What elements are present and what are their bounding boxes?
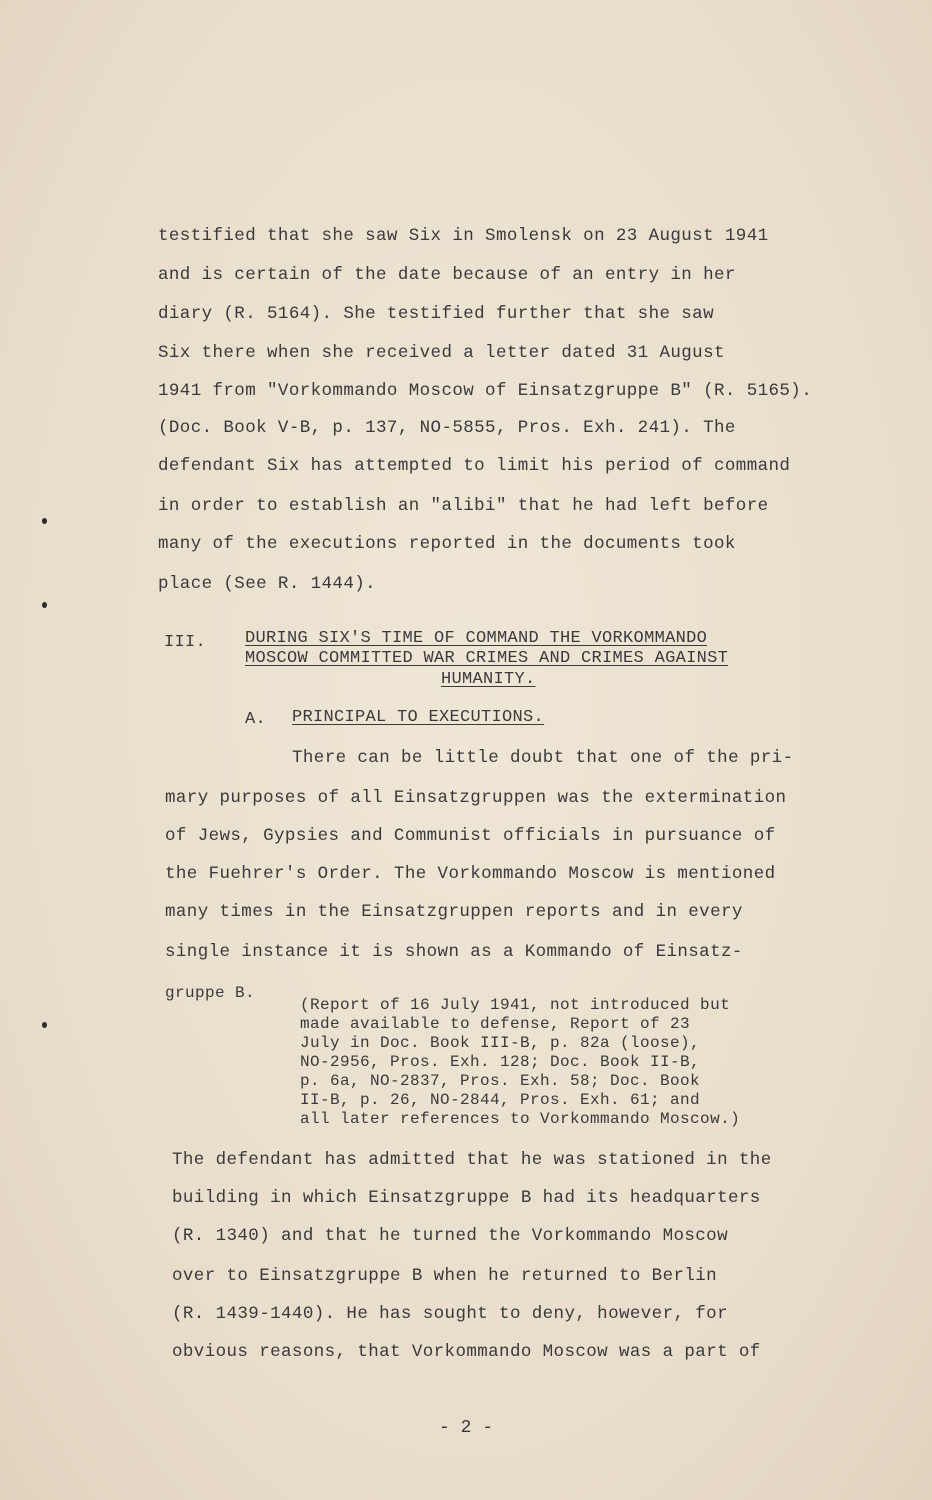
paragraph3-line-2: building in which Einsatzgruppe B had its headquarters (172, 1188, 761, 1208)
citation-line-2: made available to defense, Report of 23 (300, 1015, 691, 1033)
paragraph2-line-6: single instance it is shown as a Kommando of Einsatz- (165, 942, 743, 962)
paragraph2-line-5: many times in the Einsatzgruppen reports and in every (165, 902, 743, 922)
paragraph3-line-4: over to Einsatzgruppe B when he returned to Berlin (172, 1266, 718, 1286)
citation-line-4: NO-2956, Pros. Exh. 128; Doc. Book II-B, (300, 1053, 701, 1071)
paragraph3-line-6: obvious reasons, that Vorkommando Moscow was a part of (172, 1342, 761, 1362)
section-title-line-2: MOSCOW COMMITTED WAR CRIMES AND CRIMES AGAINST (245, 649, 729, 668)
paragraph1-line-5: 1941 from "Vorkommando Moscow of Einsatzgruppe B" (R. 5165). (158, 381, 813, 401)
paragraph3-line-1: The defendant has admitted that he was stationed in the (172, 1150, 772, 1170)
section-number: III. (164, 633, 207, 652)
paragraph1-line-3: diary (R. 5164). She testified further that she saw (158, 304, 714, 324)
paragraph1-line-2: and is certain of the date because of an entry in her (158, 265, 736, 285)
paragraph2-line-2: mary purposes of all Einsatzgruppen was the extermination (165, 788, 787, 808)
paragraph3-line-5: (R. 1439-1440). He has sought to deny, however, for (172, 1304, 728, 1324)
paragraph2-line-4: the Fuehrer's Order. The Vorkommando Moscow is mentioned (165, 864, 776, 884)
margin-dot (42, 1022, 47, 1028)
paragraph2-line-1: There can be little doubt that one of the pri- (292, 748, 794, 768)
subsection-letter: A. (245, 710, 267, 729)
citation-line-6: II-B, p. 26, NO-2844, Pros. Exh. 61; and (300, 1091, 701, 1109)
section-title-line-1: DURING SIX'S TIME OF COMMAND THE VORKOMMANDO (245, 629, 708, 648)
subsection-title: PRINCIPAL TO EXECUTIONS. (292, 708, 545, 727)
citation-line-3: July in Doc. Book III-B, p. 82a (loose), (300, 1034, 701, 1052)
paragraph1-line-1: testified that she saw Six in Smolensk on 23 August 1941 (158, 226, 769, 246)
paragraph1-line-8: in order to establish an "alibi" that he had left before (158, 496, 769, 516)
paragraph3-line-3: (R. 1340) and that he turned the Vorkommando Moscow (172, 1226, 728, 1246)
paragraph1-line-7: defendant Six has attempted to limit his period of command (158, 456, 791, 476)
paragraph1-line-9: many of the executions reported in the documents took (158, 534, 736, 554)
paragraph1-line-6: (Doc. Book V-B, p. 137, NO-5855, Pros. Exh. 241). The (158, 418, 736, 438)
paragraph2-line-3: of Jews, Gypsies and Communist officials in pursuance of (165, 826, 776, 846)
margin-dot (42, 518, 47, 524)
margin-dot (42, 602, 47, 608)
paragraph1-line-4: Six there when she received a letter dated 31 August (158, 343, 725, 363)
paragraph2-line-7: gruppe B. (165, 984, 256, 1002)
paragraph1-line-10: place (See R. 1444). (158, 574, 377, 594)
citation-line-5: p. 6a, NO-2837, Pros. Exh. 58; Doc. Book (300, 1072, 701, 1090)
citation-line-7: all later references to Vorkommando Moscow.) (300, 1110, 741, 1128)
citation-line-1: (Report of 16 July 1941, not introduced but (300, 996, 731, 1014)
page-number: - 2 - (438, 1418, 493, 1438)
section-title-line-3: HUMANITY. (441, 670, 536, 689)
